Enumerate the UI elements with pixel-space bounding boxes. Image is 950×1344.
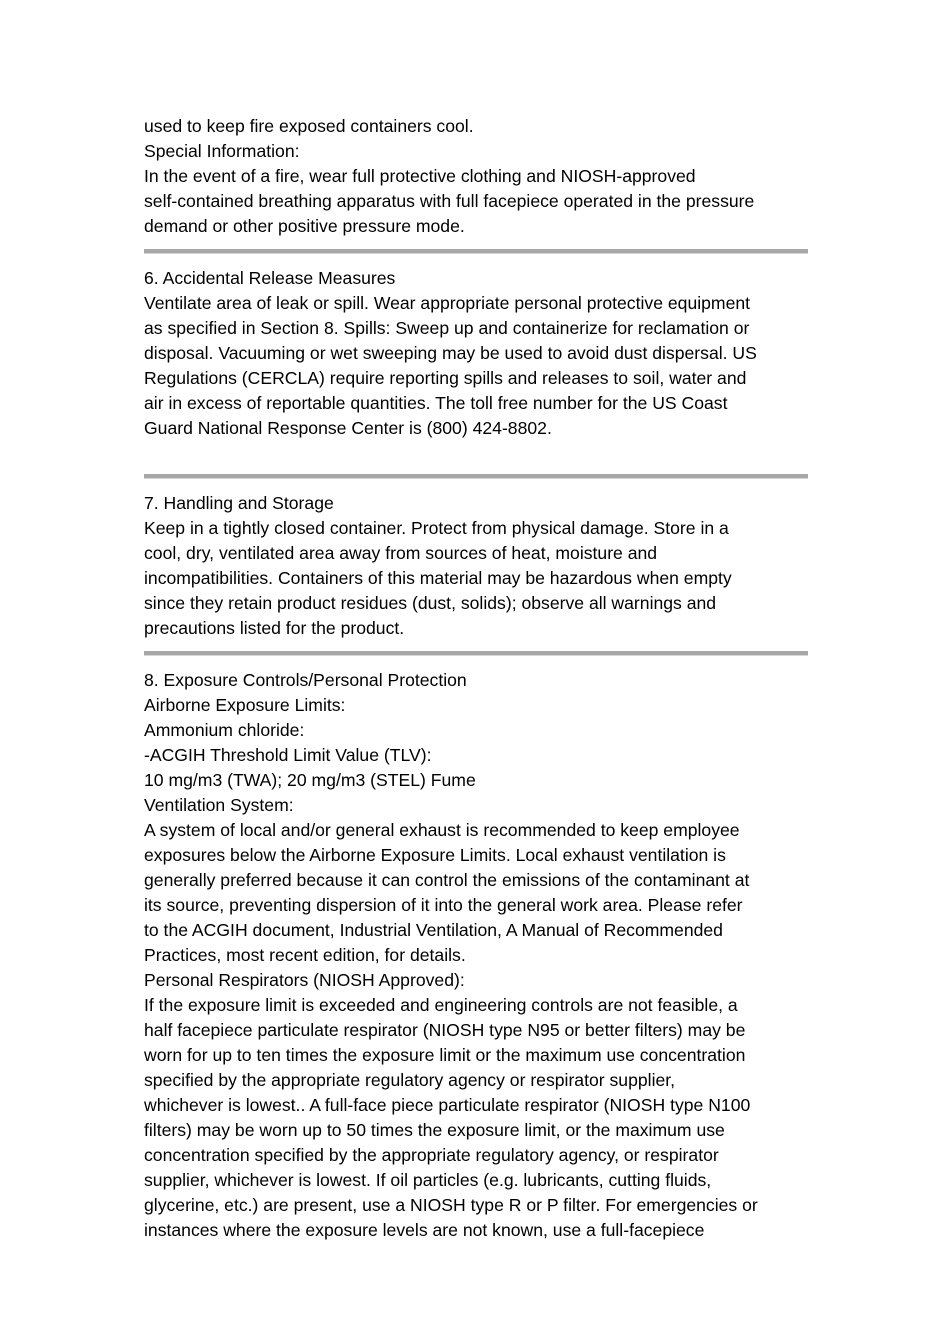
fire-section-tail bbox=[144, 114, 810, 239]
document-page bbox=[144, 114, 810, 1243]
text-line: specified by the appropriate regulatory agency or respirator supplier, bbox=[144, 1070, 676, 1090]
text-line: demand or other positive pressure mode. bbox=[144, 216, 465, 236]
text-line: worn for up to ten times the exposure limit or the maximum use concentration bbox=[144, 1045, 746, 1065]
subheading: Special Information: bbox=[144, 141, 300, 161]
subheading: Ventilation System: bbox=[144, 795, 294, 815]
section-accidental-release bbox=[144, 266, 810, 441]
section-divider bbox=[144, 474, 808, 479]
text-line: its source, preventing dispersion of it into the general work area. Please refer bbox=[144, 895, 743, 915]
subheading: Airborne Exposure Limits: bbox=[144, 695, 346, 715]
text-line: A system of local and/or general exhaust is recommended to keep employee bbox=[144, 820, 740, 840]
section-handling-storage bbox=[144, 491, 810, 641]
text-line: Guard National Response Center is (800) 424-8802. bbox=[144, 418, 552, 438]
text-line: used to keep fire exposed containers cool. bbox=[144, 116, 474, 136]
text-line: to the ACGIH document, Industrial Ventilation, A Manual of Recommended bbox=[144, 920, 723, 940]
text-line: Ammonium chloride: bbox=[144, 720, 305, 740]
text-line: Keep in a tightly closed container. Protect from physical damage. Store in a bbox=[144, 518, 729, 538]
text-line: as specified in Section 8. Spills: Sweep up and containerize for reclamation or bbox=[144, 318, 750, 338]
section-title: 6. Accidental Release Measures bbox=[144, 268, 396, 288]
text-line: 10 mg/m3 (TWA); 20 mg/m3 (STEL) Fume bbox=[144, 770, 476, 790]
text-line: Ventilate area of leak or spill. Wear appropriate personal protective equipment bbox=[144, 293, 751, 313]
text-line: In the event of a fire, wear full protective clothing and NIOSH-approved bbox=[144, 166, 696, 186]
text-line: half facepiece particulate respirator (NIOSH type N95 or better filters) may be bbox=[144, 1020, 746, 1040]
text-line: whichever is lowest.. A full-face piece particulate respirator (NIOSH type N100 bbox=[144, 1095, 751, 1115]
text-line: self-contained breathing apparatus with full facepiece operated in the pressure bbox=[144, 191, 755, 211]
text-line: Regulations (CERCLA) require reporting spills and releases to soil, water and bbox=[144, 368, 747, 388]
text-line: exposures below the Airborne Exposure Limits. Local exhaust ventilation is bbox=[144, 845, 726, 865]
subheading: Personal Respirators (NIOSH Approved): bbox=[144, 970, 465, 990]
text-line: If the exposure limit is exceeded and engineering controls are not feasible, a bbox=[144, 995, 738, 1015]
text-line: air in excess of reportable quantities. The toll free number for the US Coast bbox=[144, 393, 728, 413]
text-line: incompatibilities. Containers of this material may be hazardous when empty bbox=[144, 568, 732, 588]
section-divider bbox=[144, 651, 808, 656]
text-line: glycerine, etc.) are present, use a NIOSH type R or P filter. For emergencies or bbox=[144, 1195, 758, 1215]
text-line: supplier, whichever is lowest. If oil particles (e.g. lubricants, cutting fluids, bbox=[144, 1170, 712, 1190]
text-line: -ACGIH Threshold Limit Value (TLV): bbox=[144, 745, 432, 765]
text-line: filters) may be worn up to 50 times the exposure limit, or the maximum use bbox=[144, 1120, 725, 1140]
text-line: precautions listed for the product. bbox=[144, 618, 405, 638]
text-line: concentration specified by the appropriate regulatory agency, or respirator bbox=[144, 1145, 719, 1165]
text-line: disposal. Vacuuming or wet sweeping may be used to avoid dust dispersal. US bbox=[144, 343, 757, 363]
section-exposure-controls bbox=[144, 668, 810, 1243]
text-line: instances where the exposure levels are not known, use a full-facepiece bbox=[144, 1220, 705, 1240]
text-line: since they retain product residues (dust, solids); observe all warnings and bbox=[144, 593, 717, 613]
section-title: 7. Handling and Storage bbox=[144, 493, 334, 513]
text-line: Practices, most recent edition, for details. bbox=[144, 945, 466, 965]
text-line: cool, dry, ventilated area away from sources of heat, moisture and bbox=[144, 543, 658, 563]
section-title: 8. Exposure Controls/Personal Protection bbox=[144, 670, 467, 690]
section-divider bbox=[144, 249, 808, 254]
text-line: generally preferred because it can control the emissions of the contaminant at bbox=[144, 870, 750, 890]
